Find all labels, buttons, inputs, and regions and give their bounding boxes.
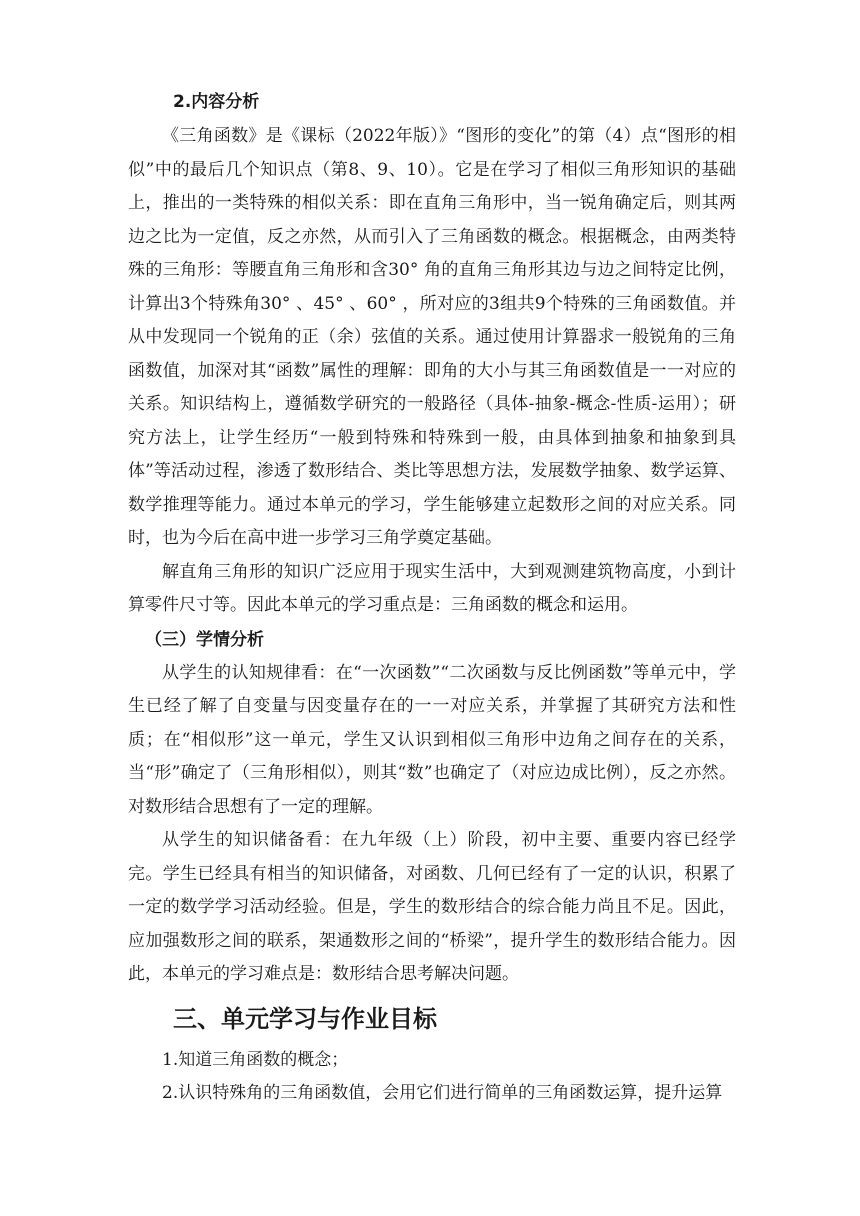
learning-analysis-heading: （三）学情分析 xyxy=(145,629,264,650)
content-analysis-heading: 2.内容分析 xyxy=(173,92,260,112)
goal-item-2: 2.认识特殊角的三角函数值，会用它们进行简单的三角函数运算，提升运算 xyxy=(162,1083,723,1103)
goals-section-heading: 三、单元学习与作业目标 xyxy=(173,1004,437,1033)
content-analysis-paragraph-1: 《三角函数》是《课标（2022年版）》“图形的变化”的第（4）点“图形的相似”中的最后几个知识点（第8、9、10）。它是在学习了相似三角形知识的基础上，推出的一类特殊的相似关系：即在直角三角形中，当一锐角确定后，则其两边之比为一定值，反之亦然，从而引入了三角函数的概念。根据概念，由两类特殊的三角形：等腰直角三角形和含30° 角的直角三角形其边与边之间特定比例，计算出3个特殊角30° 、45° 、60° ，所对应的3组共9个特殊的三角函数值。并从中发现同一个锐角的正（余）弦值的关系。通过使用计算器求一般锐角的三角函数值，加深对其“函数”属性的理解：即角的大小与其三角函数值是一一对应的关系。知识结构上，遵循数学研究的一般路径（具体-抽象-概念-性质-运用）；研究方法上，让学生经历“一般到特殊和特殊到一般，由具体到抽象和抽象到具体”等活动过程，渗透了数形结合、类比等思想方法，发展数学抽象、数学运算、数学推理等能力。通过本单元的学习，学生能够建立起数形之间的对应关系。同时，也为今后在高中进一步学习三角学奠定基础。 xyxy=(128,126,736,548)
content-analysis-paragraph-2: 解直角三角形的知识广泛应用于现实生活中，大到观测建筑物高度，小到计算零件尺寸等。因此本单元的学习重点是：三角函数的概念和运用。 xyxy=(128,561,736,615)
goal-item-1: 1.知道三角函数的概念； xyxy=(162,1049,349,1070)
learning-analysis-paragraph-2: 从学生的知识储备看：在九年级（上）阶段，初中主要、重要内容已经学完。学生已经具有相当的知识储备，对函数、几何已经有了一定的认识，积累了一定的数学学习活动经验。但是，学生的数形结合的综合能力尚且不足。因此，应加强数形之间的联系，架通数形之间的“桥梁”，提升学生的数形结合能力。因此，本单元的学习难点是：数形结合思考解决问题。 xyxy=(128,830,736,984)
learning-analysis-paragraph-1: 从学生的认知规律看：在“一次函数”“二次函数与反比例函数”等单元中，学生已经了解了自变量与因变量存在的一一对应关系，并掌握了其研究方法和性质；在“相似形”这一单元，学生又认识到相似三角形中边角之间存在的关系，当“形”确定了（三角形相似），则其“数”也确定了（对应边成比例），反之亦然。对数形结合思想有了一定的理解。 xyxy=(128,662,736,817)
